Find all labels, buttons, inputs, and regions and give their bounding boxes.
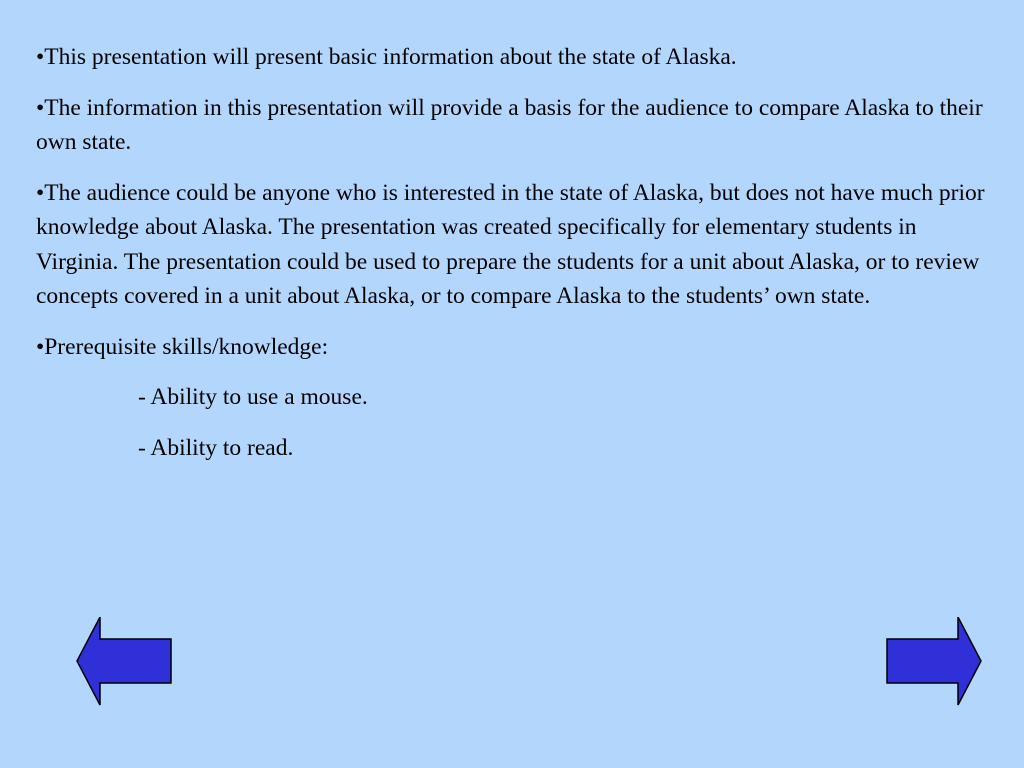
previous-slide-button[interactable] [76, 617, 172, 707]
bullet-prerequisites: •Prerequisite skills/knowledge: [36, 333, 329, 360]
next-slide-button[interactable] [886, 617, 982, 707]
right-arrow-icon [886, 617, 982, 707]
bullet-intro: •This presentation will present basic information about the state of Alaska. [36, 44, 737, 70]
slide-content [36, 40, 991, 481]
prerequisite-item-mouse: - Ability to use a mouse. [138, 384, 368, 410]
bullet-audience: •The audience could be anyone who is interested in the state of Alaska, but does not have much prior knowledge about Alaska. The presentation was created specifically for elementary students in Virginia. The presentation could be used to prepare the students for a unit about Alaska, or to review concepts covered in a unit about Alaska, or to compare Alaska to the students’ own state. [36, 179, 985, 309]
left-arrow-icon [76, 617, 172, 707]
bullet-purpose: •The information in this presentation will provide a basis for the audience to compare Alaska to their own state. [36, 94, 983, 155]
prerequisite-item-read: - Ability to read. [138, 434, 294, 461]
